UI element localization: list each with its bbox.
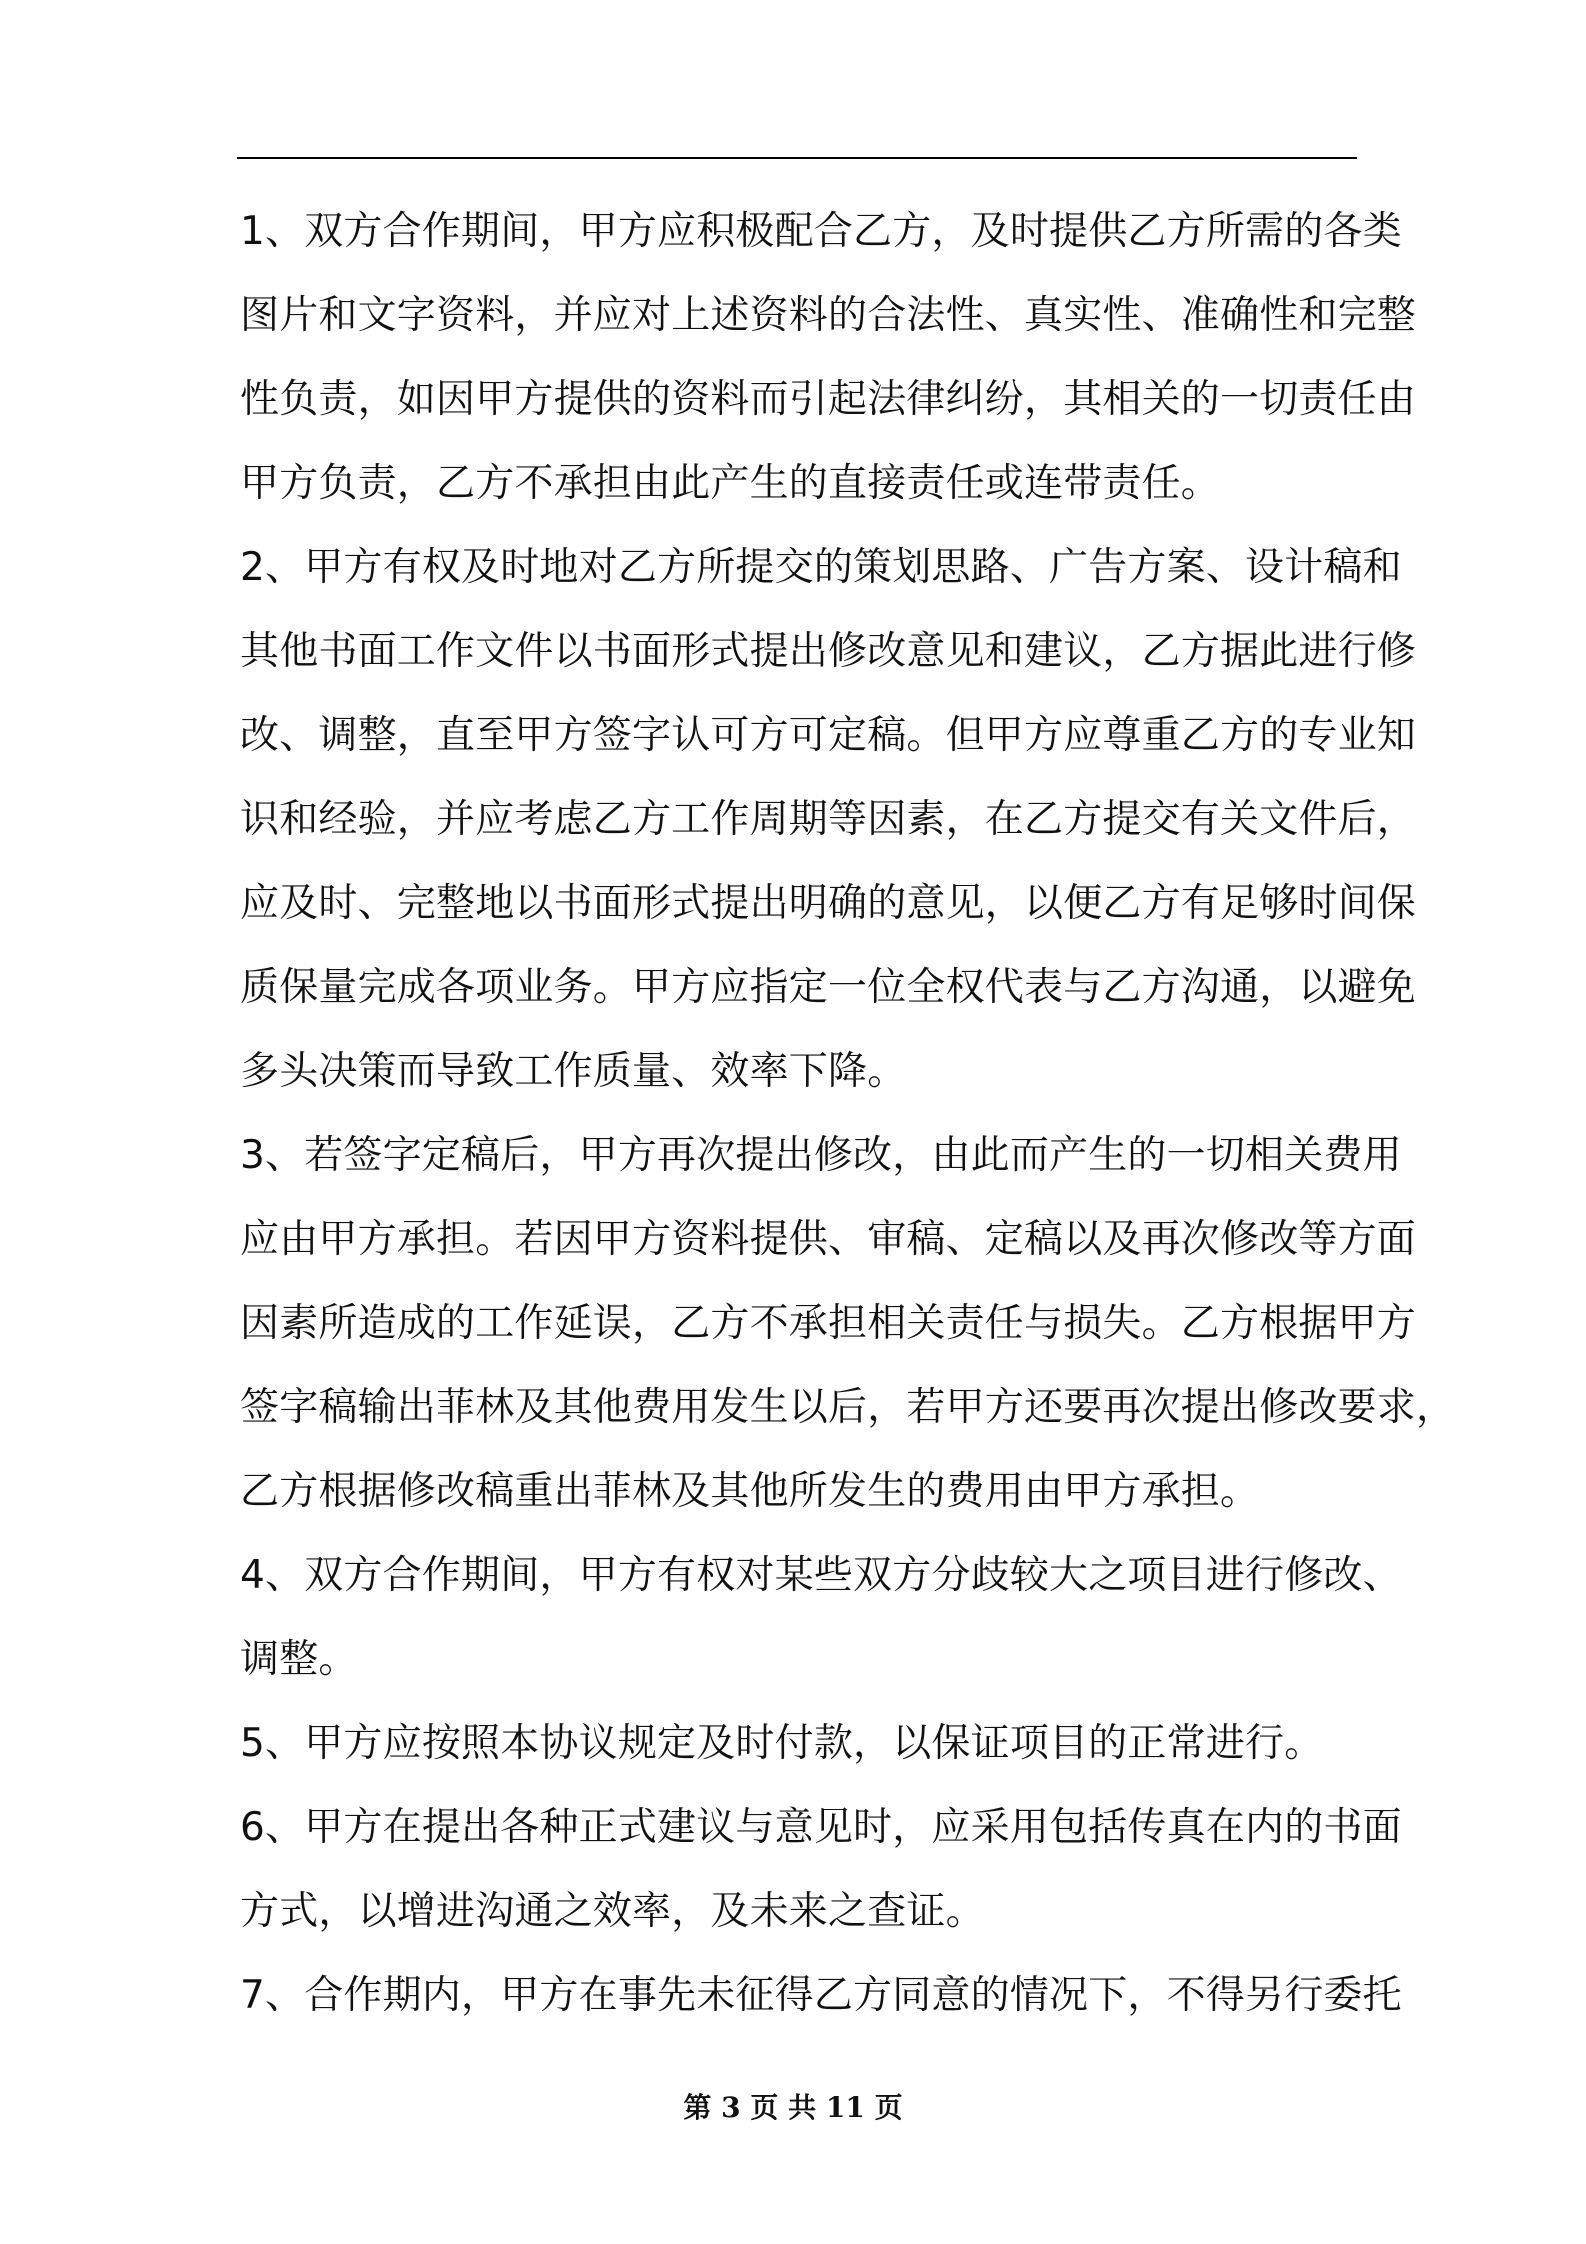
text-line: 6、甲方在提出各种正式建议与意见时，应采用包括传真在内的书面 [240,1805,1402,1850]
text-line: 甲方负责，乙方不承担由此产生的直接责任或连带责任。 [240,461,1221,506]
text-line: 图片和文字资料，并应对上述资料的合法性、真实性、准确性和完整 [240,293,1417,338]
text-line: 应由甲方承担。若因甲方资料提供、审稿、定稿以及再次修改等方面 [240,1217,1417,1262]
text-line: 多头决策而导致工作质量、效率下降。 [240,1049,907,1094]
text-line: 因素所造成的工作延误，乙方不承担相关责任与损失。乙方根据甲方 [240,1301,1417,1346]
text-line: 3、若签字定稿后，甲方再次提出修改，由此而产生的一切相关费用 [240,1133,1402,1178]
text-line: 乙方根据修改稿重出菲林及其他所发生的费用由甲方承担。 [240,1469,1260,1514]
page-number-footer: 第 3 页 共 11 页 [683,2091,903,2124]
text-line: 调整。 [240,1637,358,1682]
text-line: 质保量完成各项业务。甲方应指定一位全权代表与乙方沟通，以避免 [240,965,1417,1010]
text-line: 2、甲方有权及时地对乙方所提交的策划思路、广告方案、设计稿和 [240,545,1402,590]
header-rule [237,157,1357,159]
text-line: 识和经验，并应考虑乙方工作周期等因素，在乙方提交有关文件后， [240,797,1417,842]
text-line: 5、甲方应按照本协议规定及时付款，以保证项目的正常进行。 [240,1721,1324,1766]
text-line: 4、双方合作期间，甲方有权对某些双方分歧较大之项目进行修改、 [240,1553,1402,1598]
text-line: 1、双方合作期间，甲方应积极配合乙方，及时提供乙方所需的各类 [240,209,1402,254]
text-line: 方式，以增进沟通之效率，及未来之查证。 [240,1889,985,1934]
text-line: 应及时、完整地以书面形式提出明确的意见，以便乙方有足够时间保 [240,881,1417,926]
text-line: 7、合作期内，甲方在事先未征得乙方同意的情况下，不得另行委托 [240,1973,1402,2018]
text-line: 改、调整，直至甲方签字认可方可定稿。但甲方应尊重乙方的专业知 [240,713,1417,758]
text-line: 其他书面工作文件以书面形式提出修改意见和建议，乙方据此进行修 [240,629,1417,674]
text-line: 性负责，如因甲方提供的资料而引起法律纠纷，其相关的一切责任由 [240,377,1417,422]
document-body [240,190,1456,2038]
text-line: 签字稿输出菲林及其他费用发生以后，若甲方还要再次提出修改要求， [240,1385,1456,1430]
